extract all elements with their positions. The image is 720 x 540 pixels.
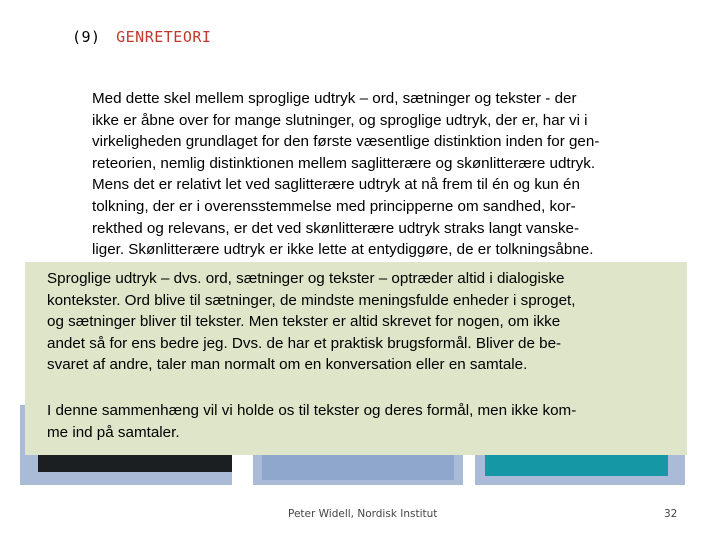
slide-heading [72, 28, 211, 46]
text-line: tolkning, der er i overensstemmelse med principperne om sandhed, kor- [92, 197, 576, 215]
text-line: me ind på samtaler. [47, 423, 180, 441]
text-line: reteorien, nemlig distinktionen mellem saglitterære og skønlitterære udtryk. [92, 154, 596, 172]
text-line: andet så for ens bedre jeg. Dvs. de har et praktisk brugsformål. Bliver de be- [47, 334, 562, 352]
text-line: Sproglige udtryk – dvs. ord, sætninger og tekster – optræder altid i dialogiske [47, 270, 565, 287]
text-line: I denne sammenhæng vil vi holde os til tekster og deres formål, men ikke kom- [47, 402, 577, 419]
text-line: kontekster. Ord blive til sætninger, de mindste meningsfulde enheder i sproget, [47, 291, 576, 309]
footer-author: Peter Widell, Nordisk Institut [288, 508, 438, 520]
paragraph-dialogic-contexts [47, 268, 687, 376]
text-line: liger. Skønlitterære udtryk er ikke lette at entydiggøre, de er tolkningsåbne. [92, 241, 594, 259]
paragraph-genre-distinction [92, 88, 692, 261]
text-line: ikke er åbne over for mange slutninger, og sproglige udtryk, der er, har vi i [92, 111, 588, 129]
paragraph-scope [47, 400, 687, 443]
text-line: Med dette skel mellem sproglige udtryk – ord, sætninger og tekster - der [92, 90, 577, 107]
text-line: og sætninger bliver til tekster. Men tekster er altid skrevet for nogen, om ikke [47, 313, 561, 331]
text-line: svaret af andre, taler man normalt om en konversation eller en samtale. [47, 356, 528, 374]
text-line: rekthed og relevans, er det ved skønlitterære udtryk straks langt vanske- [92, 219, 580, 237]
text-line: virkeligheden grundlaget for den første væsentlige distinktion inden for gen- [92, 133, 600, 151]
page-number: 32 [664, 508, 678, 520]
slide-footer [0, 508, 720, 524]
heading-title: GENRETEORI [116, 28, 212, 46]
text-line: Mens det er relativt let ved saglitterære udtryk at nå frem til én og kun én [92, 176, 580, 194]
heading-number: (9) [72, 28, 101, 46]
